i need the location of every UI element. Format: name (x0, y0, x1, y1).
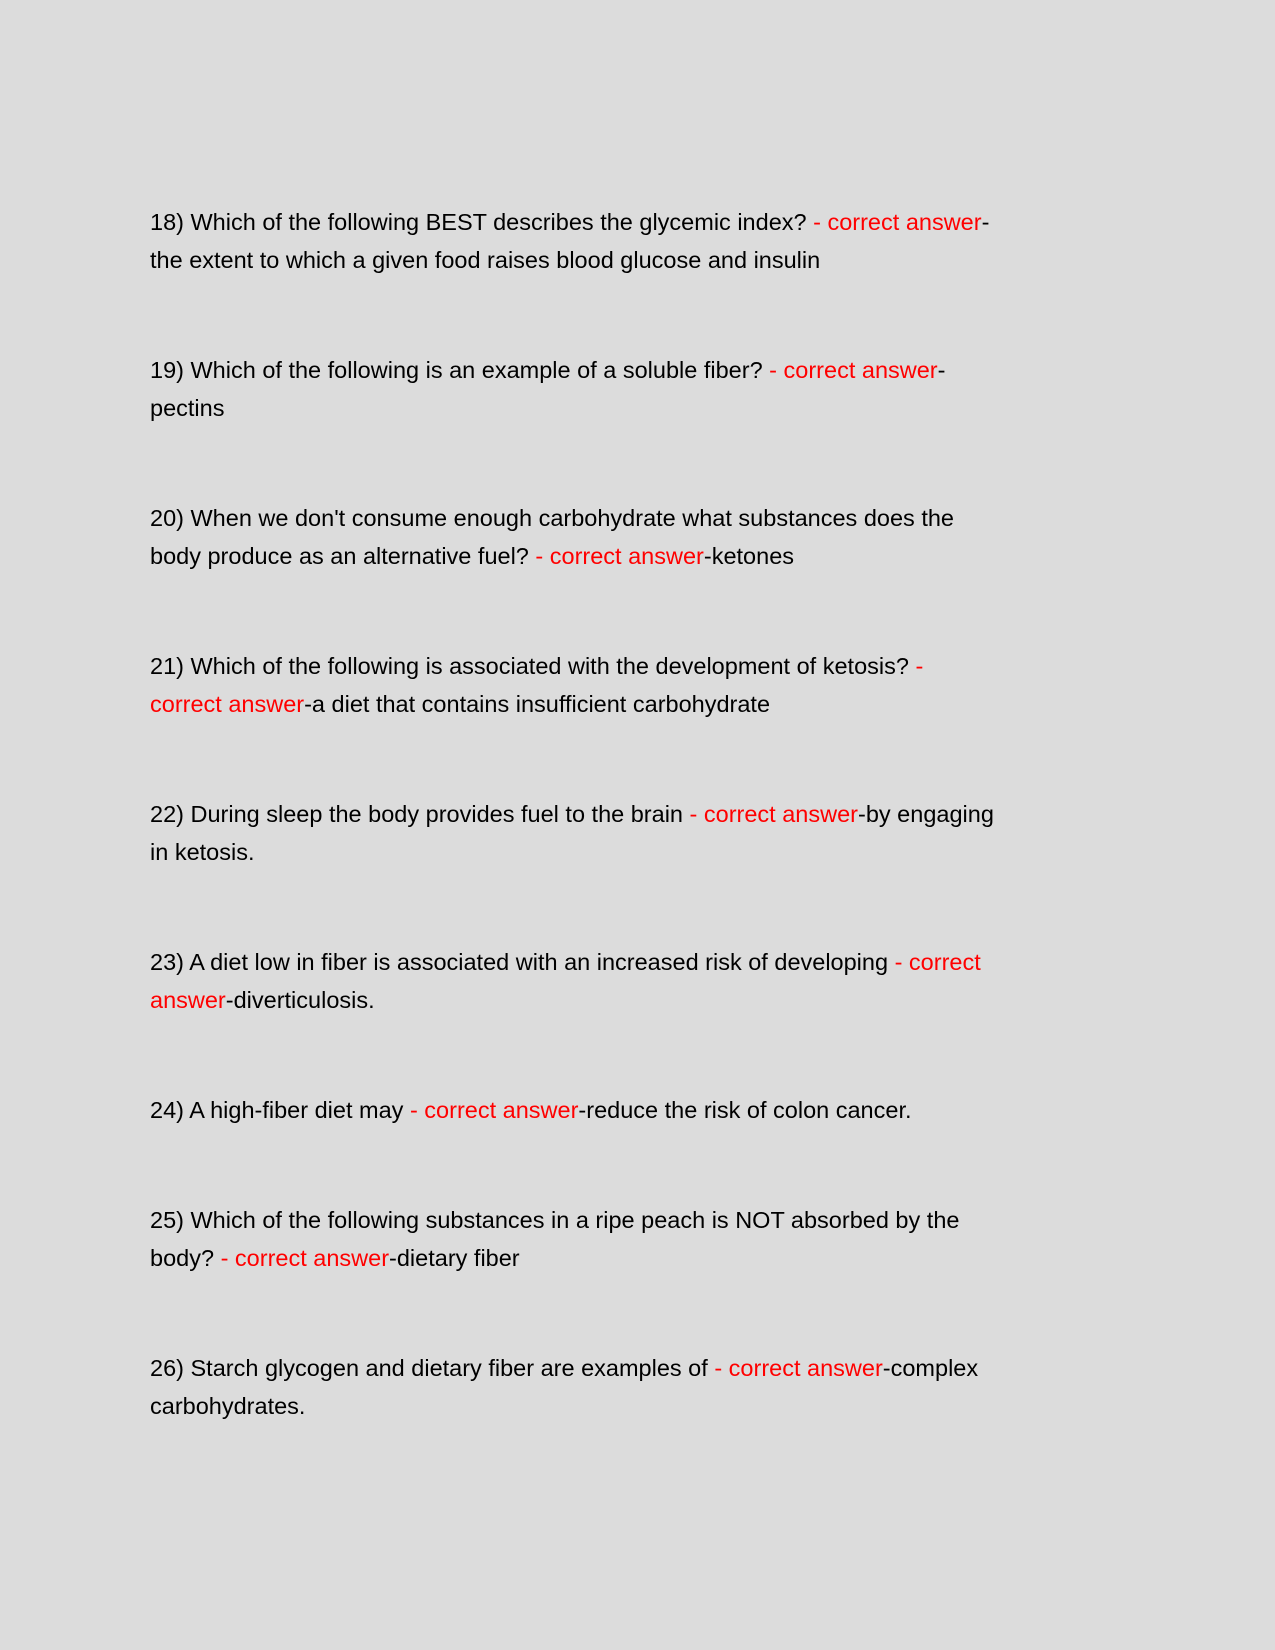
correct-answer-marker: answer (150, 987, 226, 1013)
correct-answer-marker: - correct answer (714, 1355, 883, 1381)
text-segment: 18) Which of the following BEST describes the glycemic index? (150, 209, 814, 235)
text-line (150, 389, 1275, 427)
correct-answer-marker: correct answer (150, 691, 305, 717)
text-line (150, 943, 1275, 981)
correct-answer-marker: - correct answer (689, 801, 858, 827)
text-segment: 24) A high-fiber diet may (150, 1097, 410, 1123)
text-segment: carbohydrates. (150, 1393, 306, 1419)
text-line (150, 795, 1275, 833)
text-segment: -dietary fiber (389, 1245, 520, 1271)
text-segment: body produce as an alternative fuel? (150, 543, 536, 569)
text-line (150, 241, 1275, 279)
correct-answer-marker: - (915, 653, 924, 679)
text-line (150, 833, 1275, 871)
correct-answer-marker: - correct answer (409, 1097, 579, 1123)
text-segment: -ketones (703, 543, 795, 569)
qa-item (150, 1201, 1275, 1277)
text-segment: - (937, 357, 946, 383)
text-segment: 21) Which of the following is associated with the development of ketosis? (150, 653, 916, 679)
text-segment: 25) Which of the following substances in a ripe peach is NOT absorbed by the (150, 1207, 960, 1233)
text-line (150, 499, 1275, 537)
text-segment: body? (150, 1245, 221, 1271)
text-line (150, 1349, 1275, 1387)
text-segment: -complex (882, 1355, 979, 1381)
correct-answer-marker: - correct (894, 949, 981, 975)
text-segment: 22) During sleep the body provides fuel to the brain (150, 801, 690, 827)
text-segment: -reduce the risk of colon cancer. (578, 1097, 912, 1123)
text-line (150, 537, 1275, 575)
text-segment: -by engaging (858, 801, 994, 827)
text-line (150, 981, 1275, 1019)
text-line (150, 647, 1275, 685)
correct-answer-marker: - correct answer (220, 1245, 390, 1271)
qa-item (150, 1091, 1275, 1129)
qa-item (150, 351, 1275, 427)
text-segment: -diverticulosis. (225, 987, 375, 1013)
text-line (150, 1091, 1275, 1129)
text-line (150, 1201, 1275, 1239)
text-line (150, 1239, 1275, 1277)
text-line (150, 685, 1275, 723)
correct-answer-marker: - correct answer (813, 209, 982, 235)
text-line (150, 203, 1275, 241)
qa-item (150, 499, 1275, 575)
qa-item (150, 943, 1275, 1019)
qa-item (150, 203, 1275, 279)
text-segment: 19) Which of the following is an example of a soluble fiber? (150, 357, 770, 383)
text-segment: pectins (150, 395, 225, 421)
text-segment: 26) Starch glycogen and dietary fiber are examples of (150, 1355, 715, 1381)
text-segment: -a diet that contains insufficient carbohydrate (304, 691, 771, 717)
text-line (150, 351, 1275, 389)
text-segment: the extent to which a given food raises blood glucose and insulin (150, 247, 821, 273)
text-segment: in ketosis. (150, 839, 255, 865)
text-line (150, 1387, 1275, 1425)
text-segment: 23) A diet low in fiber is associated with an increased risk of developing (150, 949, 895, 975)
correct-answer-marker: - correct answer (769, 357, 938, 383)
text-segment: - (981, 209, 990, 235)
qa-item (150, 647, 1275, 723)
qa-item (150, 795, 1275, 871)
correct-answer-marker: - correct answer (535, 543, 704, 569)
text-segment: 20) When we don't consume enough carbohydrate what substances does the (150, 505, 954, 531)
qa-item (150, 1349, 1275, 1425)
